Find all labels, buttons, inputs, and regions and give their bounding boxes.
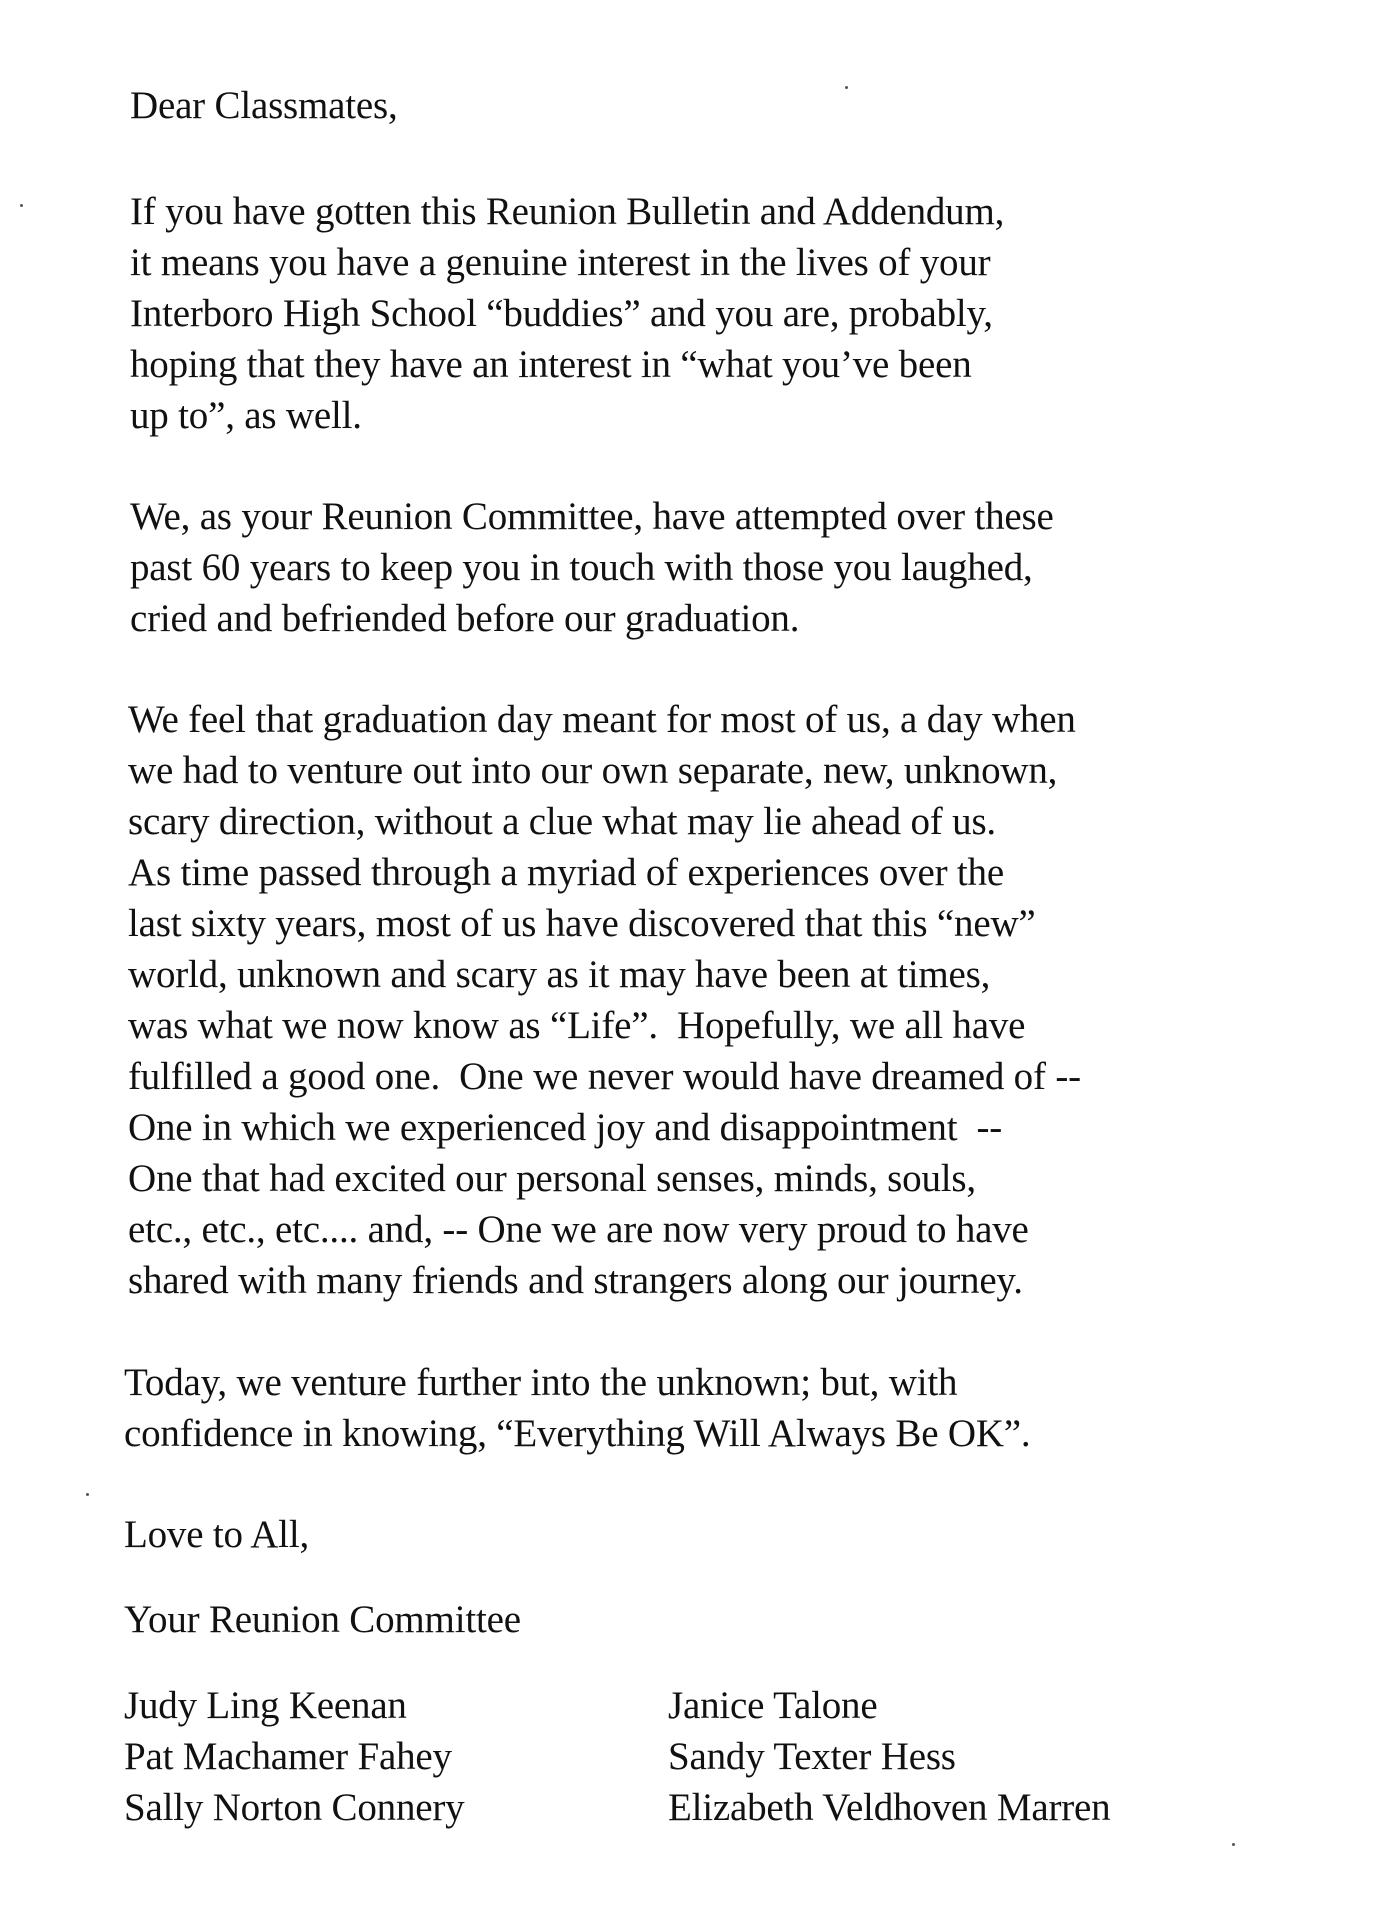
paragraph-line: fulfilled a good one. One we never would have dreamed of -- xyxy=(128,1055,1081,1098)
paragraph-line: up to”, as well. xyxy=(130,394,362,437)
paragraph-line: past 60 years to keep you in touch with those you laughed, xyxy=(130,546,1033,589)
paragraph-line: Today, we venture further into the unknown; but, with xyxy=(124,1361,958,1404)
paragraph-line: it means you have a genuine interest in the lives of your xyxy=(130,241,991,284)
scan-speck xyxy=(1232,1843,1235,1846)
scan-speck xyxy=(86,1493,89,1496)
paragraph-line: scary direction, without a clue what may lie ahead of us. xyxy=(128,800,996,843)
paragraph-line: last sixty years, most of us have discovered that this “new” xyxy=(128,902,1036,945)
paragraph-line: world, unknown and scary as it may have been at times, xyxy=(128,953,991,996)
paragraph-line: One in which we experienced joy and disappointment -- xyxy=(128,1106,1003,1149)
paragraph-line: etc., etc., etc.... and, -- One we are now very proud to have xyxy=(128,1208,1029,1251)
paragraph-line: As time passed through a myriad of experiences over the xyxy=(128,851,1004,894)
paragraph-line: we had to venture out into our own separate, new, unknown, xyxy=(128,749,1058,792)
paragraph-line: If you have gotten this Reunion Bulletin and Addendum, xyxy=(130,190,1005,233)
paragraph-line: hoping that they have an interest in “what you’ve been xyxy=(130,343,972,386)
paragraph-line: shared with many friends and strangers along our journey. xyxy=(128,1259,1023,1302)
paragraph-line: was what we now know as “Life”. Hopefully, we all have xyxy=(128,1004,1026,1047)
scan-speck xyxy=(845,86,848,89)
committee-member-name: Sally Norton Connery xyxy=(124,1786,465,1829)
paragraph-line: cried and befriended before our graduation. xyxy=(130,597,800,640)
scan-speck xyxy=(20,204,23,207)
committee-member-name: Judy Ling Keenan xyxy=(124,1684,407,1727)
committee-member-name: Sandy Texter Hess xyxy=(668,1735,956,1778)
committee-member-name: Pat Machamer Fahey xyxy=(124,1735,452,1778)
paragraph-line: One that had excited our personal senses, minds, souls, xyxy=(128,1157,976,1200)
salutation: Dear Classmates, xyxy=(130,84,398,127)
paragraph-line: We, as your Reunion Committee, have attempted over these xyxy=(130,495,1054,538)
closing: Love to All, xyxy=(124,1513,310,1556)
committee-member-name: Elizabeth Veldhoven Marren xyxy=(668,1786,1111,1829)
signature: Your Reunion Committee xyxy=(124,1598,521,1641)
paragraph-line: confidence in knowing, “Everything Will Always Be OK”. xyxy=(124,1412,1031,1455)
paragraph-line: We feel that graduation day meant for most of us, a day when xyxy=(128,698,1076,741)
paragraph-line: Interboro High School “buddies” and you are, probably, xyxy=(130,292,993,335)
committee-member-name: Janice Talone xyxy=(668,1684,878,1727)
